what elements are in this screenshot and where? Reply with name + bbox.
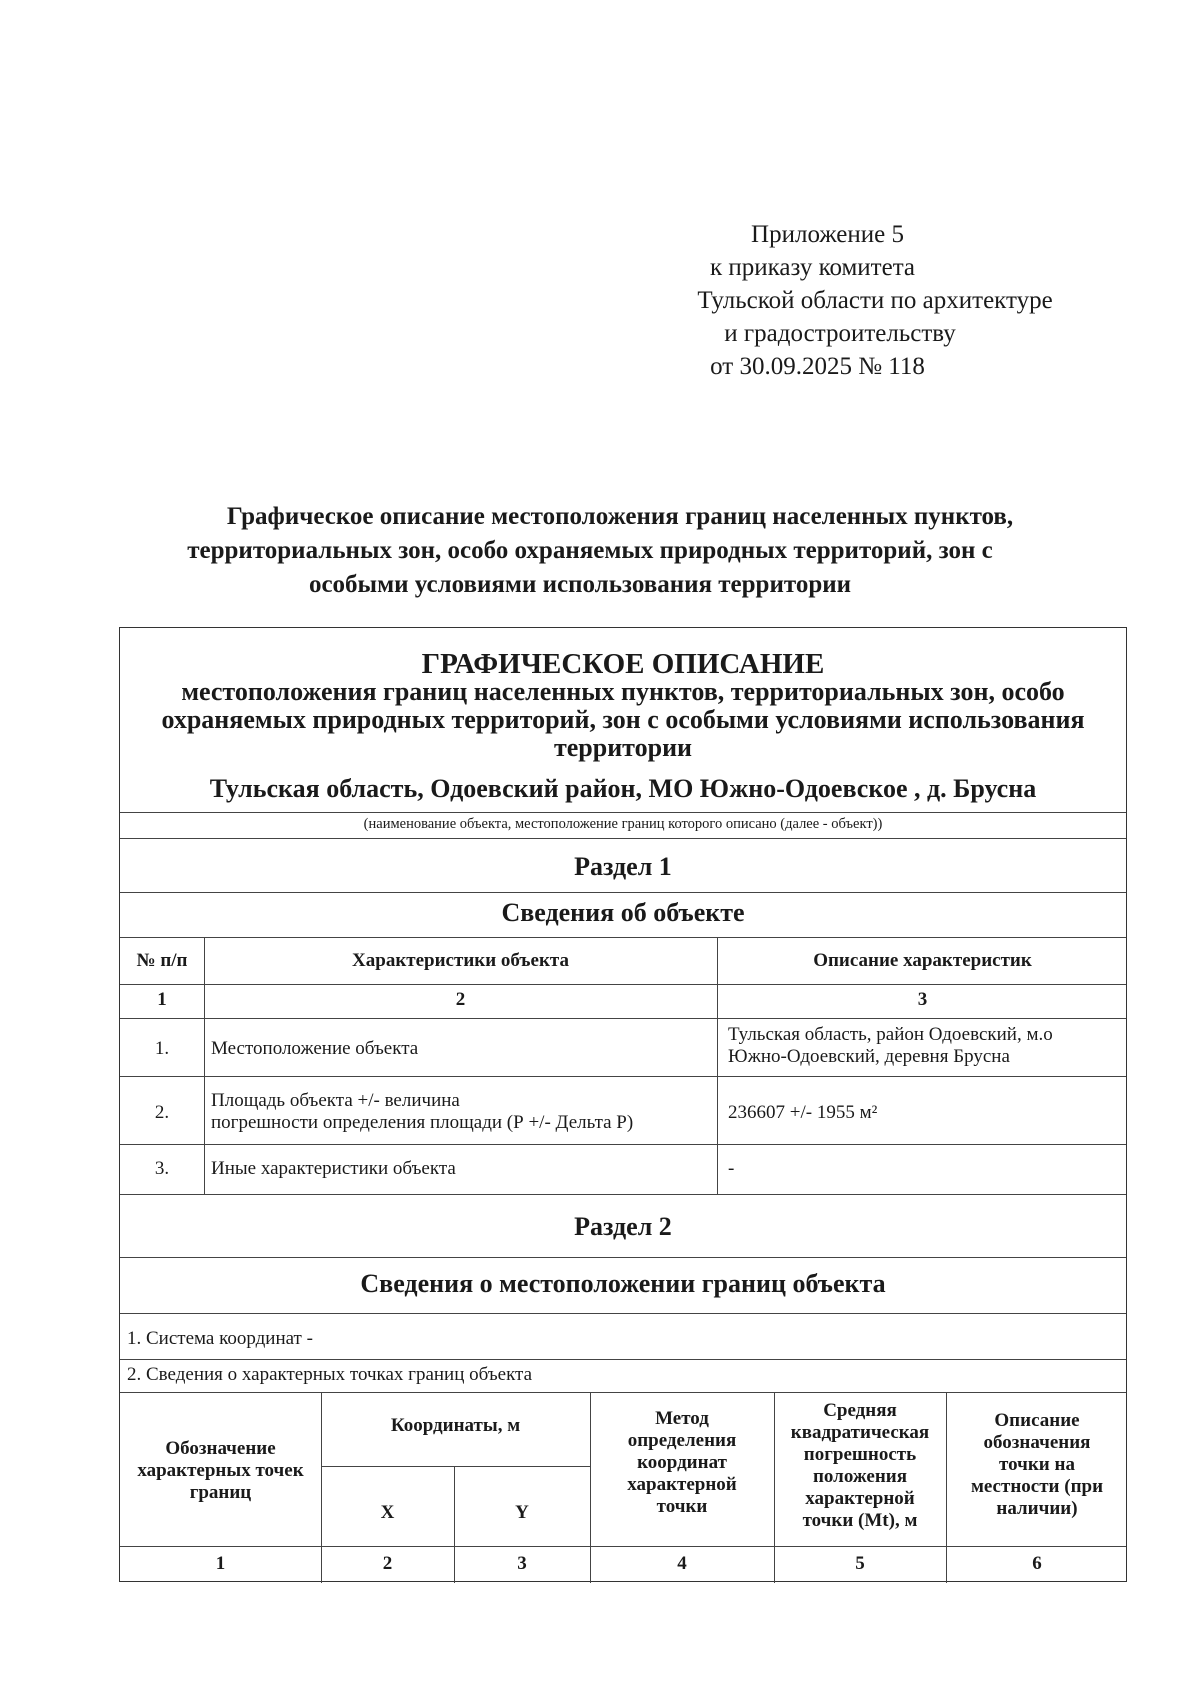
header-line: точки на bbox=[999, 1454, 1075, 1475]
header-x: X bbox=[380, 1502, 395, 1523]
graphic-subheading-line: территории bbox=[553, 733, 693, 762]
row-number: 2. bbox=[154, 1102, 170, 1123]
header-line: точки (Mt), м bbox=[802, 1510, 918, 1531]
cell-line: Тульская область, район Одоевский, м.о bbox=[728, 1024, 1053, 1045]
row-characteristic bbox=[211, 1158, 456, 1180]
divider bbox=[120, 1076, 1126, 1077]
divider bbox=[120, 1194, 1126, 1195]
header-line: определения bbox=[627, 1430, 737, 1451]
cell-line: Южно-Одоевский, деревня Брусна bbox=[728, 1046, 1010, 1067]
column-number: 6 bbox=[1032, 1553, 1042, 1574]
column-number: 1 bbox=[157, 989, 167, 1010]
header-line: Описание bbox=[994, 1410, 1080, 1431]
column-number: 1 bbox=[215, 1553, 226, 1574]
divider bbox=[120, 838, 1126, 839]
column-number: 2 bbox=[382, 1553, 393, 1574]
graphic-subheading-line: охраняемых природных территорий, зон с особыми условиями использования bbox=[161, 705, 1085, 734]
header-y: Y bbox=[515, 1502, 529, 1523]
graphic-subheading-line: местоположения границ населенных пунктов, территориальных зон, особо bbox=[181, 677, 1065, 706]
column-number: 3 bbox=[917, 989, 928, 1010]
appendix-line: и градостроительству bbox=[724, 320, 956, 347]
divider bbox=[120, 1359, 1126, 1360]
graphic-heading: ГРАФИЧЕСКОЕ ОПИСАНИЕ bbox=[421, 648, 825, 680]
column-number: 4 bbox=[677, 1553, 687, 1574]
divider bbox=[120, 1313, 1126, 1314]
divider bbox=[120, 1392, 1126, 1393]
column-number: 5 bbox=[855, 1553, 865, 1574]
header-line: положения bbox=[812, 1466, 908, 1487]
document-title-line: территориальных зон, особо охраняемых природных территорий, зон с bbox=[187, 537, 993, 564]
graphic-heading-block bbox=[120, 650, 1126, 762]
header-line: границ bbox=[189, 1482, 252, 1503]
header-number: № п/п bbox=[136, 950, 188, 971]
row-description bbox=[728, 1102, 877, 1124]
divider bbox=[120, 984, 1126, 985]
row-characteristic bbox=[211, 1090, 633, 1134]
header-line: характерных точек bbox=[137, 1460, 304, 1481]
divider bbox=[120, 892, 1126, 893]
document-title-line: особыми условиями использования территории bbox=[308, 571, 852, 598]
cell-line: Площадь объекта +/- величина bbox=[211, 1090, 460, 1111]
header-mean-error bbox=[774, 1400, 946, 1532]
divider bbox=[120, 812, 1126, 813]
row-number: 3. bbox=[154, 1158, 170, 1179]
header-line: Обозначение bbox=[165, 1438, 276, 1459]
header-line: квадратическая bbox=[790, 1422, 930, 1443]
column-divider bbox=[204, 937, 205, 1194]
header-point-description bbox=[946, 1410, 1128, 1520]
cell-line: погрешности определения площади (Р +/- Дельта Р) bbox=[211, 1112, 634, 1133]
divider bbox=[120, 1257, 1126, 1258]
appendix-date-number: от 30.09.2025 № 118 bbox=[710, 353, 925, 380]
divider bbox=[120, 1144, 1126, 1145]
divider bbox=[120, 937, 1126, 938]
section1-label: Раздел 1 bbox=[574, 852, 672, 881]
header-line: наличии) bbox=[996, 1498, 1078, 1519]
header-description: Описание характеристик bbox=[813, 950, 1032, 971]
appendix-line: Приложение 5 bbox=[751, 221, 904, 248]
divider bbox=[120, 1018, 1126, 1019]
section2-title: Сведения о местоположении границ объекта bbox=[360, 1269, 886, 1298]
row-description bbox=[728, 1024, 1053, 1068]
column-number: 3 bbox=[517, 1553, 527, 1574]
section2-label: Раздел 2 bbox=[574, 1212, 672, 1241]
row-characteristic bbox=[211, 1038, 418, 1060]
column-divider bbox=[717, 937, 718, 1194]
appendix-line: Тульской области по архитектуре bbox=[697, 287, 1053, 314]
header-line: характерной bbox=[627, 1474, 737, 1495]
document-title bbox=[130, 500, 1110, 602]
document-title-line: Графическое описание местоположения границ населенных пунктов, bbox=[226, 503, 1014, 530]
object-caption: (наименование объекта, местоположение границ которого описано (далее - объект)) bbox=[363, 816, 883, 832]
cell-line: Местоположение объекта bbox=[211, 1038, 419, 1059]
header-line: Метод bbox=[655, 1408, 709, 1429]
object-name: Тульская область, Одоевский район, МО Южно-Одоевское , д. Брусна bbox=[209, 774, 1037, 803]
header-coordinates: Координаты, м bbox=[390, 1415, 521, 1436]
divider bbox=[120, 1546, 1126, 1547]
header-line: Средняя bbox=[823, 1400, 897, 1421]
appendix-header bbox=[640, 218, 1100, 383]
row-number: 1. bbox=[154, 1038, 170, 1059]
graphic-description-form bbox=[119, 627, 1127, 1582]
appendix-line: к приказу комитета bbox=[709, 254, 916, 281]
header-line: точки bbox=[656, 1496, 708, 1517]
cell-line: 236607 +/- 1955 м² bbox=[728, 1102, 878, 1123]
column-number: 2 bbox=[455, 989, 466, 1010]
header-line: погрешность bbox=[803, 1444, 917, 1465]
cell-line: Иные характеристики объекта bbox=[211, 1158, 456, 1179]
row-description bbox=[728, 1158, 734, 1180]
points-caption: 2. Сведения о характерных точках границ объекта bbox=[127, 1364, 533, 1385]
header-line: характерной bbox=[805, 1488, 915, 1509]
coordinate-system: 1. Система координат - bbox=[127, 1328, 313, 1349]
divider bbox=[321, 1466, 590, 1467]
header-point-designation bbox=[120, 1438, 321, 1504]
header-line: местности (при bbox=[970, 1476, 1104, 1497]
header-characteristics: Характеристики объекта bbox=[352, 950, 569, 971]
section1-title: Сведения об объекте bbox=[501, 898, 745, 927]
header-method bbox=[590, 1408, 774, 1518]
header-line: координат bbox=[637, 1452, 727, 1473]
cell-line: - bbox=[728, 1158, 735, 1179]
header-line: обозначения bbox=[983, 1432, 1091, 1453]
